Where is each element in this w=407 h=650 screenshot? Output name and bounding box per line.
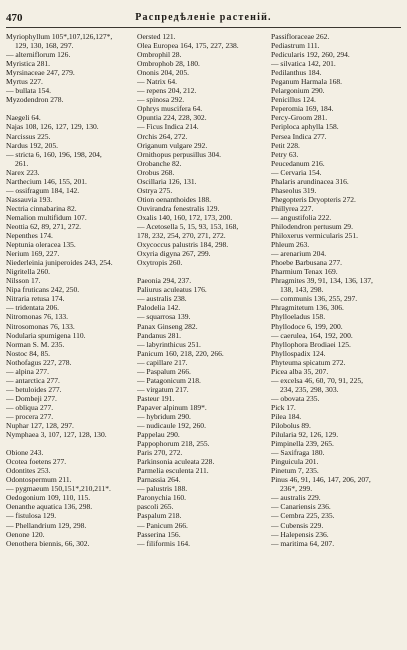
index-entry: Periploca aphylla 158. (271, 122, 339, 132)
index-entry: Myristica 281. (6, 59, 51, 69)
index-entry: Orobanche 82. (137, 158, 182, 168)
index-entry: Parmelia esculenta 211. (137, 466, 209, 476)
index-entry: — filiformis 164. (137, 538, 191, 548)
index-entry: Nilsson 17. (6, 276, 41, 286)
index-entry: Passerina 156. (137, 529, 181, 539)
index-entry: Oxalis 140, 160, 172, 173, 200. (137, 212, 233, 222)
index-entry: — pygmaeum 150,151*,210,211*. (6, 484, 111, 494)
header-rule (6, 27, 401, 28)
index-entry: — antarctica 277. (6, 375, 60, 385)
index-entry: Phragmitetum 136, 306. (271, 303, 344, 313)
index-entry: — arenarium 204. (271, 249, 327, 259)
index-entry: — Paspalum 266. (137, 366, 191, 376)
index-entry: Phylloeladus 158. (271, 312, 326, 322)
index-entry: Myrtus 227. (6, 77, 43, 87)
index-entry: Ononis 204, 205. (137, 68, 189, 78)
index-entry: — angustifolia 222. (271, 212, 332, 222)
index-entry: Origanum vulgare 292. (137, 140, 208, 150)
index-entry: Najas 108, 126, 127, 129, 130. (6, 122, 99, 132)
index-entry: Odontites 253. (6, 466, 51, 476)
index-entry: Nuphar 127, 128, 297. (6, 421, 74, 431)
index-entry: Panicum 160, 218, 220, 266. (137, 348, 224, 358)
index-entry: Peperomia 169, 184. (271, 104, 334, 114)
index-entry: Nardus 192, 205. (6, 140, 58, 150)
index-entry: Pinetum 7, 235. (271, 466, 319, 476)
index-entry: Neottia 62, 89, 271, 272. (6, 221, 82, 231)
letter-section-gap (137, 267, 263, 276)
letter-section-gap (6, 104, 132, 113)
index-entry: Nitromonas 76, 133. (6, 312, 69, 322)
index-entry: — Canariensis 236. (271, 502, 331, 512)
index-column-1 (6, 32, 132, 548)
index-entry: — caerulea, 164, 192, 200. (271, 330, 353, 340)
index-entry: Pimpinella 239, 265. (271, 439, 334, 449)
index-entry: Phillyrea 227. (271, 203, 314, 213)
index-entry: Oscillaria 126, 131. (137, 176, 197, 186)
index-entry: Pappophorum 218, 255. (137, 439, 210, 449)
index-entry: Nostoc 84, 85. (6, 348, 51, 358)
index-entry: Phaseolus 319. (271, 185, 317, 195)
index-entry: Paronychia 160. (137, 493, 187, 503)
index-entry: — obliqua 277. (6, 402, 54, 412)
index-entry: Niederleinia juniperoides 243, 254. (6, 258, 113, 268)
index-entry: — spinosa 292. (137, 95, 185, 105)
index-entry: Passifloraceae 262. (271, 32, 330, 41)
index-entry: Phleum 263. (271, 240, 310, 250)
index-entry: Nitrosomonas 76, 133. (6, 321, 75, 331)
index-entry: — Panicum 266. (137, 520, 188, 530)
index-entry: Phoebe Barbusana 277. (271, 258, 343, 268)
index-entry: — silvatica 142, 201. (271, 59, 336, 69)
index-entry: 138, 143, 298. (280, 285, 324, 295)
index-entry: Parnassia 264. (137, 475, 181, 485)
index-entry: Pinus 46, 91, 146, 147, 206, 207, (271, 475, 371, 485)
index-entry: Penicillus 124. (271, 95, 316, 105)
index-entry: — Cembra 225, 235. (271, 511, 335, 521)
index-entry: Ombrophob 28, 180. (137, 59, 200, 69)
index-entry: Panax Ginseng 282. (137, 321, 198, 331)
index-entry: Oenone 120. (6, 529, 45, 539)
index-entry: — Acetosella 5, 15, 93, 153, 168, (137, 221, 239, 231)
letter-section-gap (6, 439, 132, 448)
index-entry: Pilularia 92, 126, 129. (271, 430, 339, 440)
index-entry: — fistulosa 129. (6, 511, 57, 521)
index-entry: Oxycoccus palustris 184, 298. (137, 240, 229, 250)
index-entry: — capillare 217. (137, 357, 188, 367)
index-entry: — squarrosa 139. (137, 312, 191, 322)
index-entry: Nymphaea 3, 107, 127, 128, 130. (6, 430, 107, 440)
index-entry: — stricta 6, 160, 196, 198, 204, (6, 149, 102, 159)
index-entry: Phyteuma spicatum 272. (271, 357, 346, 367)
index-entry: Nepenthes 174. (6, 231, 53, 241)
index-entry: 129, 130, 168, 297. (15, 41, 74, 51)
index-entry: — communis 136, 255, 297. (271, 294, 358, 304)
index-entry: Ornithopus perpusillus 304. (137, 149, 222, 159)
index-entry: Obione 243. (6, 448, 44, 458)
index-entry: Olea Europea 164, 175, 227, 238. (137, 41, 239, 51)
index-entry: Nectria cinnabarina 82. (6, 203, 77, 213)
page-header (6, 12, 401, 24)
index-entry: — maritima 64, 207. (271, 538, 335, 548)
index-entry: — repens 204, 212. (137, 86, 197, 96)
index-entry: Papaver alpinum 189*. (137, 402, 207, 412)
index-entry: Paeonia 294, 237. (137, 276, 192, 286)
index-entry: Percy-Groom 281. (271, 113, 328, 123)
index-entry: Phalaris arundinacea 316. (271, 176, 349, 186)
index-entry: Nothofagus 227, 278. (6, 357, 72, 367)
index-entry: Narthecium 146, 155, 201. (6, 176, 87, 186)
index-entry: Palodelia 142. (137, 303, 181, 313)
index-entry: Parkinsonia aculeata 228. (137, 457, 215, 467)
index-entry: — palustris 188. (137, 484, 188, 494)
index-entry: — tridentata 206. (6, 303, 60, 313)
index-entry: Picea alba 35, 207. (271, 366, 329, 376)
index-entry: 234, 235, 298, 303. (280, 384, 339, 394)
index-entry: — excelsa 46, 60, 70, 91, 225, (271, 375, 364, 385)
index-entry: Oxytropis 260. (137, 258, 183, 268)
index-entry: — Cervaria 154. (271, 167, 322, 177)
index-entry: Pasteur 191. (137, 393, 175, 403)
index-entry: Neptunia oleracea 135. (6, 240, 76, 250)
index-entry: Nassauvia 193. (6, 194, 53, 204)
index-entry: Odontospermum 211. (6, 475, 72, 485)
index-entry: Pilea 184. (271, 411, 302, 421)
index-entry: Myriophyllum 105*,107,126,127*, (6, 32, 113, 41)
index-entry: pascoli 265. (137, 502, 174, 512)
index-entry: 178, 232, 254, 270, 271, 272. (137, 231, 226, 241)
index-entry: Peucedanum 216. (271, 158, 325, 168)
index-entry: Petry 63. (271, 149, 299, 159)
index-entry: Ouvirandra fenestralis 129. (137, 203, 220, 213)
index-entry: Nemalion multifidum 107. (6, 212, 87, 222)
index-entry: — australis 229. (271, 493, 321, 503)
index-column-2 (137, 32, 263, 548)
index-entry: Paspalum 218. (137, 511, 182, 521)
index-entry: Pedicularis 192, 260, 294. (271, 50, 350, 60)
index-entry: Myrsinaceae 247, 279. (6, 68, 75, 78)
index-entry: Phyllophora Brodiaei 125. (271, 339, 351, 349)
index-entry: Narex 223. (6, 167, 40, 177)
index-entry: — alpina 277. (6, 366, 49, 376)
index-entry: Nodularia spumigena 110. (6, 330, 86, 340)
index-entry: Pelargonium 290. (271, 86, 325, 96)
index-entry: Oenothera biennis, 66, 302. (6, 538, 90, 548)
index-entry: Pedilanthus 184. (271, 68, 322, 78)
index-entry: Myzodendron 278. (6, 95, 64, 105)
index-entry: Pinguicula 201. (271, 457, 319, 467)
index-entry: Nitraria retusa 174. (6, 294, 65, 304)
index-entry: Ophrys muscifera 64. (137, 104, 203, 114)
index-entry: — bullata 154. (6, 86, 52, 96)
index-entry: Oedogonium 109, 110, 115. (6, 493, 91, 503)
index-entry: Ombrophil 28. (137, 50, 182, 60)
index-entry: Nerium 169, 227. (6, 249, 60, 259)
index-entry: — Ficus Indica 214. (137, 122, 199, 132)
index-entry: Opuntia 224, 228, 302. (137, 113, 207, 123)
index-entry: — australis 238. (137, 294, 187, 304)
index-entry: Nigritella 260. (6, 267, 51, 277)
index-entry: — Halepensis 236. (271, 529, 329, 539)
index-entry: 236*, 299. (280, 484, 313, 494)
index-entry: — labyrinthicus 251. (137, 339, 201, 349)
index-entry: — ossifragum 184, 142. (6, 185, 80, 195)
index-entry: Pilobolus 89. (271, 421, 311, 431)
index-entry: Naegeli 64. (6, 113, 41, 123)
index-entry: Persea Indica 277. (271, 131, 327, 141)
index-entry: Oenanthe aquatica 136, 298. (6, 502, 93, 512)
index-entry: Phyllodoce 6, 199, 200. (271, 321, 343, 331)
page-title: Распредѣленіе растеній. (135, 12, 272, 23)
index-entry: — Patagonicum 218. (137, 375, 201, 385)
index-entry: — Natrix 64. (137, 77, 178, 87)
index-entry: — Dombeji 277. (6, 393, 57, 403)
index-entry: Pick 17. (271, 402, 296, 412)
index-entry: Paliurus aculeatus 176. (137, 285, 207, 295)
index-entry: Philoxerus vermicularis 251. (271, 231, 358, 241)
index-entry: Phyllospadix 124. (271, 348, 326, 358)
index-entry: — virgatum 217. (137, 384, 189, 394)
index-entry: — procera 277. (6, 411, 54, 421)
index-entry: Phegopteris Dryopteris 272. (271, 194, 356, 204)
index-entry: — betuloides 277. (6, 384, 62, 394)
index-entry: — Phellandrium 129, 298. (6, 520, 87, 530)
index-entry: Pappelau 290. (137, 430, 180, 440)
index-entry: Paris 270, 272. (137, 448, 183, 458)
index-entry: Ocotea foetens 277. (6, 457, 67, 467)
index-entry: — Saxifraga 180. (271, 448, 325, 458)
index-entry: — Cubensis 229. (271, 520, 324, 530)
index-entry: Oersted 121. (137, 32, 176, 41)
index-entry: Pandanus 281. (137, 330, 182, 340)
index-entry: Phragmites 39, 91, 134, 136, 137, (271, 276, 373, 286)
index-entry: 261. (15, 158, 29, 168)
index-entry: Pharmium Tenax 169. (271, 267, 338, 277)
index-entry: Peganum Harmala 168. (271, 77, 343, 87)
index-entry: Pediastrum 111. (271, 41, 320, 51)
index-entry: Orobus 268. (137, 167, 175, 177)
index-entry: Narcissus 225. (6, 131, 51, 141)
index-entry: — nudicaule 192, 260. (137, 421, 206, 431)
index-entry: Orchis 264, 272. (137, 131, 188, 141)
index-entry: Nipa fruticans 242, 250. (6, 285, 80, 295)
index-entry: — alterniflorum 126. (6, 50, 71, 60)
index-entry: — obovata 235. (271, 393, 320, 403)
index-entry: Otion oenanthoides 188. (137, 194, 211, 204)
index-entry: Ostrya 275. (137, 185, 173, 195)
index-entry: — hybridum 290. (137, 411, 191, 421)
index-entry: Norman S. M. 235. (6, 339, 65, 349)
index-entry: Oxyria digyna 267, 299. (137, 249, 211, 259)
index-entry: Petit 228. (271, 140, 300, 150)
index-entry: Philodendron pertusum 29. (271, 221, 353, 231)
index-column-3 (271, 32, 397, 548)
page-number: 470 (6, 12, 23, 24)
